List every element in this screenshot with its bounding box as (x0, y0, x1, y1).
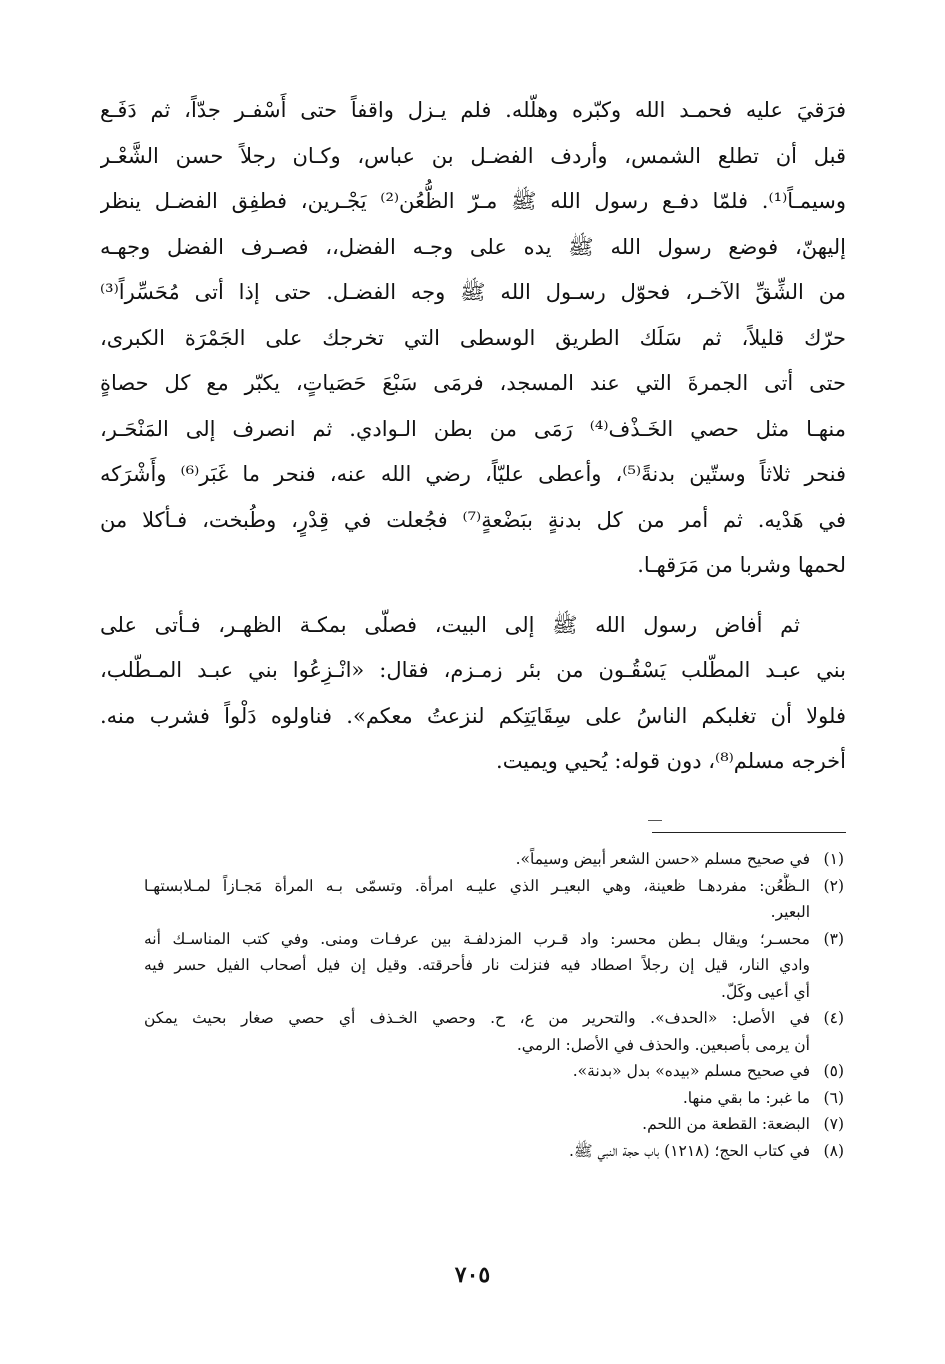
footnote-text (144, 1138, 810, 1165)
footnote-text (144, 1005, 810, 1058)
footnote-line: وادي النار، قيل إن رجلاً اصطاد فيه فنزلت نار فأحرقته. وقيل إن فيل أصحاب الفيل حسر فيه (144, 956, 810, 974)
footnote-line: البعير. (770, 903, 810, 921)
footnote-line: في الأصل: «الحدف». والتحرير من ع، ح. وحصي الخـذف أي حصي صغار بحيث يمكن (144, 1009, 810, 1027)
footnote-number: (٣) (823, 929, 844, 948)
paragraph-2 (100, 603, 846, 785)
text-line: وسيمـاً⁽¹⁾. فلمّا دفـع رسول الله ﷺ مـرّ الظُّعُن⁽²⁾ يَجْـرين، فطفِق الفضـل ينظر (100, 189, 846, 213)
footnote (144, 1058, 844, 1085)
footnote-line: البضعة: القطعة من اللحم. (642, 1115, 810, 1133)
text-line: فرَقيَ عليه فحمـد الله وكبّره وهلّله. فلم يـزل واقفاً حتى أَسْفـر جدّاً، ثم دَفَـع (100, 98, 846, 122)
footnote-text (144, 926, 810, 1006)
footnote (144, 873, 844, 926)
footnote-separator (652, 832, 846, 833)
footnotes (144, 846, 844, 1164)
footnote (144, 1005, 844, 1058)
footnote-line: في صحيح مسلم «حسن الشعر أبيض وسيماً». (515, 850, 810, 868)
paragraph-1 (100, 88, 846, 589)
text-line: حرّك قليلاً، ثم سَلَك الطريق الوسطى التي تخرجك على الجَمْرَة الكبرى، (100, 325, 846, 350)
footnote-number: (٧) (823, 1115, 844, 1133)
text-line: إليهنّ، فوضع رسول الله ﷺ يده على وجـه الفضل،، فصـرف الفضل وجهـه (100, 234, 846, 259)
page-number: ٧٠٥ (454, 1262, 491, 1288)
footnote (144, 1085, 844, 1112)
footnote (144, 1111, 844, 1138)
text-line: حتى أتى الجمرةَ التي عند المسجد، فرمَى سَبْعَ حَصَياتٍ، يكبّر مع كل حصاةٍ (100, 371, 846, 395)
footnote-line: أي أعيى وكَلّ. (721, 982, 810, 1001)
footnote-line: في صحيح مسلم «بيده» بدل «بدنة». (572, 1062, 810, 1080)
text-line: بني عبـد المطّلب يَسْقُـون من بئر زمـزم، فقال: «انْـزِعُوا بني عبـد المـطّلب، (100, 658, 846, 682)
footnote-number: (٢) (823, 876, 844, 895)
footnote-number: (٨) (823, 1141, 844, 1160)
paragraph-gap (100, 589, 846, 603)
text-line: منهـا مثل حصي الخَـذْف⁽⁴⁾ رَمَى من بطن الـوادي. ثم انصرف إلى المَنْحَـر، (100, 416, 846, 441)
footnote-text (144, 873, 810, 926)
footnote-text (144, 1058, 810, 1085)
text-line: فلولا أن تغلبكم الناسُ على سِقَايَتِكم لنزعتُ معكم». فناولوه دَلْواً فشرب منه. (100, 703, 846, 728)
text-line: قبل أن تطلع الشمس، وأردف الفضـل بن عباس، وكـان رجلاً حسن الشَّعْـر (100, 143, 846, 168)
footnote-number: (٤) (823, 1009, 844, 1027)
footnote-text (144, 1111, 810, 1138)
footnote (144, 846, 844, 873)
footnote (144, 926, 844, 1006)
text-line: فنحر ثلاثاً وستّين بدنةً⁽⁵⁾، وأعطى عليّاً، رضي الله عنه، فنحر ما غَبَر⁽⁶⁾ وأَشْرَكه (100, 462, 846, 486)
separator-tick (648, 820, 662, 821)
footnote (144, 1138, 844, 1165)
footnote-text (144, 1085, 810, 1112)
footnote-line: في كتاب الحج؛ (١٢١٨) باب حجة النبي ﷺ. (568, 1141, 810, 1160)
footnote-number: (٥) (823, 1062, 844, 1080)
footnote-number: (٦) (823, 1088, 844, 1107)
text-line: في هَدْيه. ثم أمر من كل بدنةٍ ببَضْعةٍ⁽⁷⁾ فجُعلت في قِدْرٍ، وطُبخت، فـأكلا من (100, 507, 846, 532)
text-line: أخرجه مسلم⁽⁸⁾، دون قوله: يُحيي ويميت. (496, 749, 846, 773)
text-line: لحمها وشربا من مَرَقهـا. (637, 553, 846, 577)
footnote-line: أن يرمى بأصبعين. والحذف في الأصل: الرمي. (516, 1035, 810, 1054)
text-line: ثم أفاض رسول الله ﷺ إلى البيت، فصلّى بمكـة الظهـر، فـأتى على (100, 612, 800, 637)
footnote-text (144, 846, 810, 873)
footnote-number: (١) (823, 850, 844, 868)
text-line: من الشِّقِّ الآخـر، فحوّل رسـول الله ﷺ وجه الفضـل. حتى إذا أتى مُحَسِّراً⁽³⁾ (100, 280, 846, 304)
footnote-line: محسـر؛ ويقال بـطن محسر: واد قـرب المزدلفـة بين عرفـات ومنى. وفي كتب المناسـك أنه (144, 929, 810, 948)
footnote-line: ما غبر: ما بقي منها. (682, 1088, 810, 1107)
footnote-line: الـظُّعُن: مفردهـا ظعينة، وهي البعيـر الذي عليـه امرأة. وتسمّى بـه المرأة مَجـازاً لمـلابستهـا (144, 876, 810, 895)
main-text (100, 88, 846, 785)
